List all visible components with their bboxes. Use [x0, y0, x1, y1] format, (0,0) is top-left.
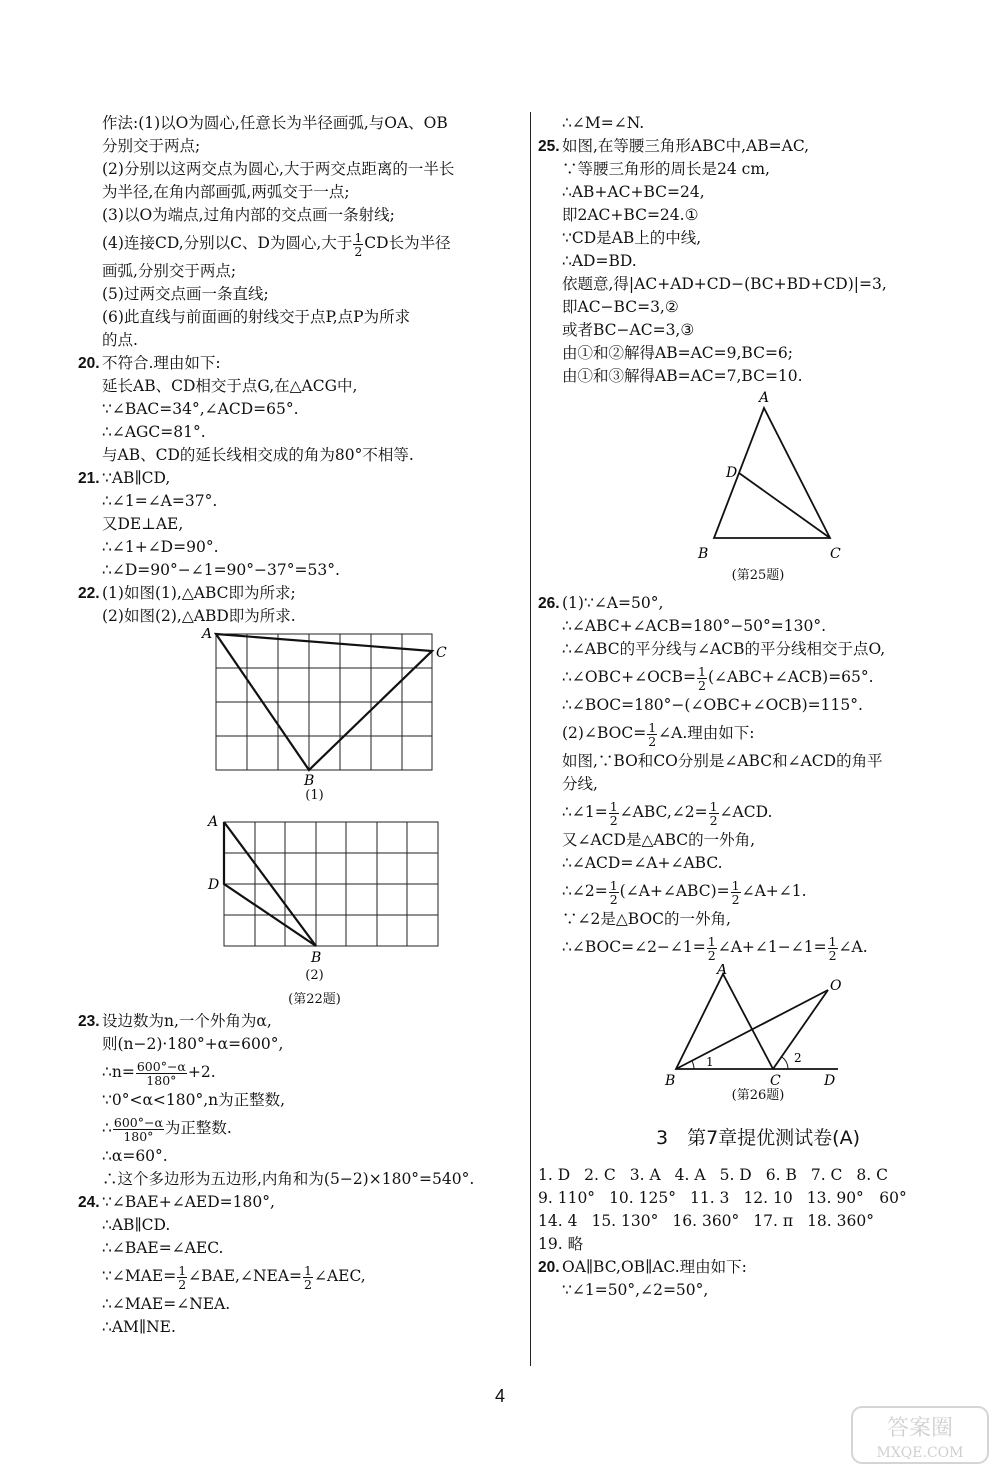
label-a: A [717, 964, 728, 978]
text-line: 由①和②解得AB=AC=9,BC=6; [562, 344, 794, 362]
label-b: B [304, 773, 315, 786]
label-c: C [770, 1073, 781, 1086]
text-line: 依题意,得|AC+AD+CD−(BC+BD+CD)|=3, [562, 275, 887, 293]
label-b: B [698, 546, 709, 562]
figure-26 [538, 964, 978, 1086]
label-d: D [824, 1073, 836, 1086]
question-20: 20. 不符合.理由如下: [78, 354, 221, 372]
text-line: 的点. [102, 331, 138, 349]
text-line: ∴∠BAE=∠AEC. [102, 1239, 224, 1257]
question-25: 25. 如图,在等腰三角形ABC中,AB=AC, [538, 137, 810, 155]
text-line: ∴AM∥NE. [102, 1318, 176, 1336]
text-line: 画弧,分别交于两点; [102, 262, 237, 280]
triangle-figure-25 [538, 388, 978, 566]
text-line: ∴∠2= $\frac{1}{2}$ (∠A+∠ABC)= $\frac{1}{2}$ ∠A+∠1. [562, 877, 807, 907]
label-o: O [830, 978, 842, 994]
label-angle-2: 2 [794, 1051, 802, 1065]
text-line: ∵∠1=50°,∠2=50°, [562, 1281, 709, 1299]
figure-25 [538, 388, 978, 566]
triangle-abc [676, 974, 773, 1069]
text-line: (2)如图(2),△ABD即为所求. [102, 607, 296, 625]
label-d: D [208, 877, 220, 893]
text-line: 又DE⊥AE, [102, 515, 184, 533]
fraction: $\frac{1}{2}$ [354, 229, 363, 259]
text-line: ∵0°<α<180°,n为正整数, [102, 1091, 286, 1109]
fraction: $\frac{1}{2}$ [609, 877, 618, 907]
text-line: ∴ $\frac{600^\circ-\alpha}{180^\circ}$ 为正整数. [102, 1114, 232, 1144]
text-line: 则(n−2)·180°+α=600°, [102, 1035, 284, 1053]
grid-figure-2 [102, 806, 527, 966]
figure-caption: (第22题) [288, 992, 341, 1007]
question-20-b: 20. OA∥BC,OB∥AC.理由如下: [538, 1258, 747, 1276]
text-line: ∴∠BOC=∠2−∠1= $\frac{1}{2}$ ∠A+∠1−∠1= $\frac{1}{2}$ ∠A. [562, 933, 868, 963]
answer-row: 14. 4 15. 130° 16. 360° 17. π 18. 360° [538, 1212, 874, 1230]
watermark-logo [850, 1405, 990, 1465]
question-21: 21. ∵AB∥CD, [78, 469, 171, 487]
fraction: $\frac{1}{2}$ [709, 798, 718, 828]
label-b: B [665, 1073, 676, 1086]
angle-1-arc [692, 1061, 694, 1069]
text-line: ∴∠1= $\frac{1}{2}$ ∠ABC,∠2= $\frac{1}{2}$ ∠ACD. [562, 798, 773, 828]
left-column [78, 112, 527, 1339]
text-line: 或者BC−AC=3,③ [562, 321, 695, 339]
text-line: ∴∠ABC+∠ACB=180°−50°=130°. [562, 617, 827, 635]
text-line: ∴α=60°. [102, 1147, 168, 1165]
label-a: A [208, 814, 219, 830]
text-line: 分线, [562, 775, 598, 793]
text-line: ∴AB∥CD. [102, 1216, 171, 1234]
text-line: 即2AC+BC=24.① [562, 206, 699, 224]
label-d: D [726, 465, 738, 481]
fraction: $\frac{1}{2}$ [828, 933, 837, 963]
text-line: 与AB、CD的延长线相交成的角为80°不相等. [102, 446, 414, 464]
label-a: A [759, 390, 770, 406]
question-23: 23. 设边数为n,一个外角为α, [78, 1012, 272, 1030]
text-line: 分别交于两点; [102, 137, 201, 155]
text-line: ∵∠2是△BOC的一外角, [562, 910, 731, 928]
text-line: ∴AB+AC+BC=24, [562, 183, 705, 201]
text-line: ∴∠D=90°−∠1=90°−37°=53°. [102, 561, 340, 579]
text-line: ∴AD=BD. [562, 252, 637, 270]
question-24: 24. ∵∠BAE+∠AED=180°, [78, 1193, 275, 1211]
figure-sublabel: (1) [305, 788, 324, 803]
text-line: ∴n= $\frac{600^\circ-\alpha}{180^\circ}$ +2. [102, 1058, 216, 1088]
text-line: ∵∠MAE= $\frac{1}{2}$ ∠BAE,∠NEA= $\frac{1}{2}$ ∠AEC, [102, 1262, 366, 1292]
fraction: $\frac{1}{2}$ [304, 1262, 312, 1292]
text-line: 又∠ACD是△ABC的一外角, [562, 831, 756, 849]
text-line: 为半径,在角内部画弧,两弧交于一点; [102, 183, 350, 201]
median-cd [739, 473, 830, 538]
page-number: 4 [494, 1386, 505, 1406]
fraction: $\frac{1}{2}$ [731, 877, 740, 907]
column-divider [530, 112, 531, 1366]
text-line: 如图,∵BO和CO分别是∠ABC和∠ACD的角平 [562, 752, 883, 770]
text-line: ∴∠BOC=180°−(∠OBC+∠OCB)=115°. [562, 696, 863, 714]
fraction: $\frac{600^\circ-\alpha}{180^\circ}$ [136, 1058, 186, 1088]
text-line: ∴∠M=∠N. [562, 114, 645, 132]
label-a: A [202, 628, 213, 642]
answer-row: 1. D 2. C 3. A 4. A 5. D 6. B 7. C 8. C [538, 1166, 888, 1184]
text-line: ∵等腰三角形的周长是24 cm, [562, 160, 770, 178]
fraction: $\frac{600^\circ-\alpha}{180^\circ}$ [113, 1114, 163, 1144]
text-line: 由①和③解得AB=AC=7,BC=10. [562, 367, 803, 385]
text-line: ∴这个多边形为五边形,内角和为(5−2)×180°=540°. [102, 1170, 475, 1188]
triangle-figure-26 [538, 964, 978, 1086]
svg-text:答案圈: 答案圈 [886, 1416, 954, 1441]
fraction: $\frac{1}{2}$ [707, 933, 716, 963]
fraction: $\frac{1}{2}$ [698, 663, 706, 693]
fraction: $\frac{1}{2}$ [178, 1262, 187, 1292]
right-column [538, 112, 978, 1302]
text-line: (5)过两交点画一条直线; [102, 285, 269, 303]
text-line: (4)连接CD,分别以C、D为圆心,大于 $\frac{1}{2}$ CD长为半径 [102, 229, 451, 259]
text-line: ∴∠AGC=81°. [102, 423, 206, 441]
text-line: (3)以O为端点,过角内部的交点画一条射线; [102, 206, 395, 224]
question-26: 26. (1)∵∠A=50°, [538, 594, 664, 612]
answer-row: 19. 略 [538, 1235, 584, 1253]
text-line: ∴∠ABC的平分线与∠ACB的平分线相交于点O, [562, 640, 886, 658]
text-line: ∵∠BAC=34°,∠ACD=65°. [102, 400, 299, 418]
figure-sublabel: (2) [305, 968, 324, 983]
label-c: C [436, 645, 447, 661]
text-line: ∴∠MAE=∠NEA. [102, 1295, 231, 1313]
figure-caption: (第25题) [731, 568, 785, 583]
text-line: ∴∠1=∠A=37°. [102, 492, 218, 510]
text-line: 延长AB、CD相交于点G,在△ACG中, [102, 377, 358, 395]
text-line: (2)分别以这两交点为圆心,大于两交点距离的一半长 [102, 160, 455, 178]
section-title: 3 第7章提优测试卷(A) [656, 1127, 860, 1149]
label-c: C [830, 546, 841, 562]
text-line: 即AC−BC=3,② [562, 298, 679, 316]
figure-caption: (第26题) [731, 1088, 785, 1103]
text-line: (6)此直线与前面画的射线交于点P,点P为所求 [102, 308, 411, 326]
angle-2-arc [782, 1057, 788, 1069]
svg-text:MXQE.COM: MXQE.COM [876, 1445, 964, 1461]
text-line: ∴∠1+∠D=90°. [102, 538, 219, 556]
figure-22-2 [102, 806, 527, 966]
question-22: 22. (1)如图(1),△ABC即为所求; [78, 584, 296, 602]
fraction: $\frac{1}{2}$ [609, 798, 618, 828]
text-line: ∵CD是AB上的中线, [562, 229, 702, 247]
fraction: $\frac{1}{2}$ [648, 719, 657, 749]
answer-row: 9. 110° 10. 125° 11. 3 12. 10 13. 90° 60° [538, 1189, 907, 1207]
grid-figure-1 [102, 628, 527, 786]
text-line: 作法:(1)以O为圆心,任意长为半径画弧,与OA、OB [102, 114, 448, 132]
text-line: ∴∠ACD=∠A+∠ABC. [562, 854, 723, 872]
label-b: B [311, 950, 322, 966]
figure-22-1 [102, 628, 527, 786]
text-line: (2)∠BOC= $\frac{1}{2}$ ∠A.理由如下: [562, 719, 755, 749]
bisector-bo [676, 990, 828, 1069]
text-line: ∴∠OBC+∠OCB= $\frac{1}{2}$ (∠ABC+∠ACB)=65°. [562, 663, 874, 693]
label-angle-1: 1 [706, 1055, 714, 1069]
